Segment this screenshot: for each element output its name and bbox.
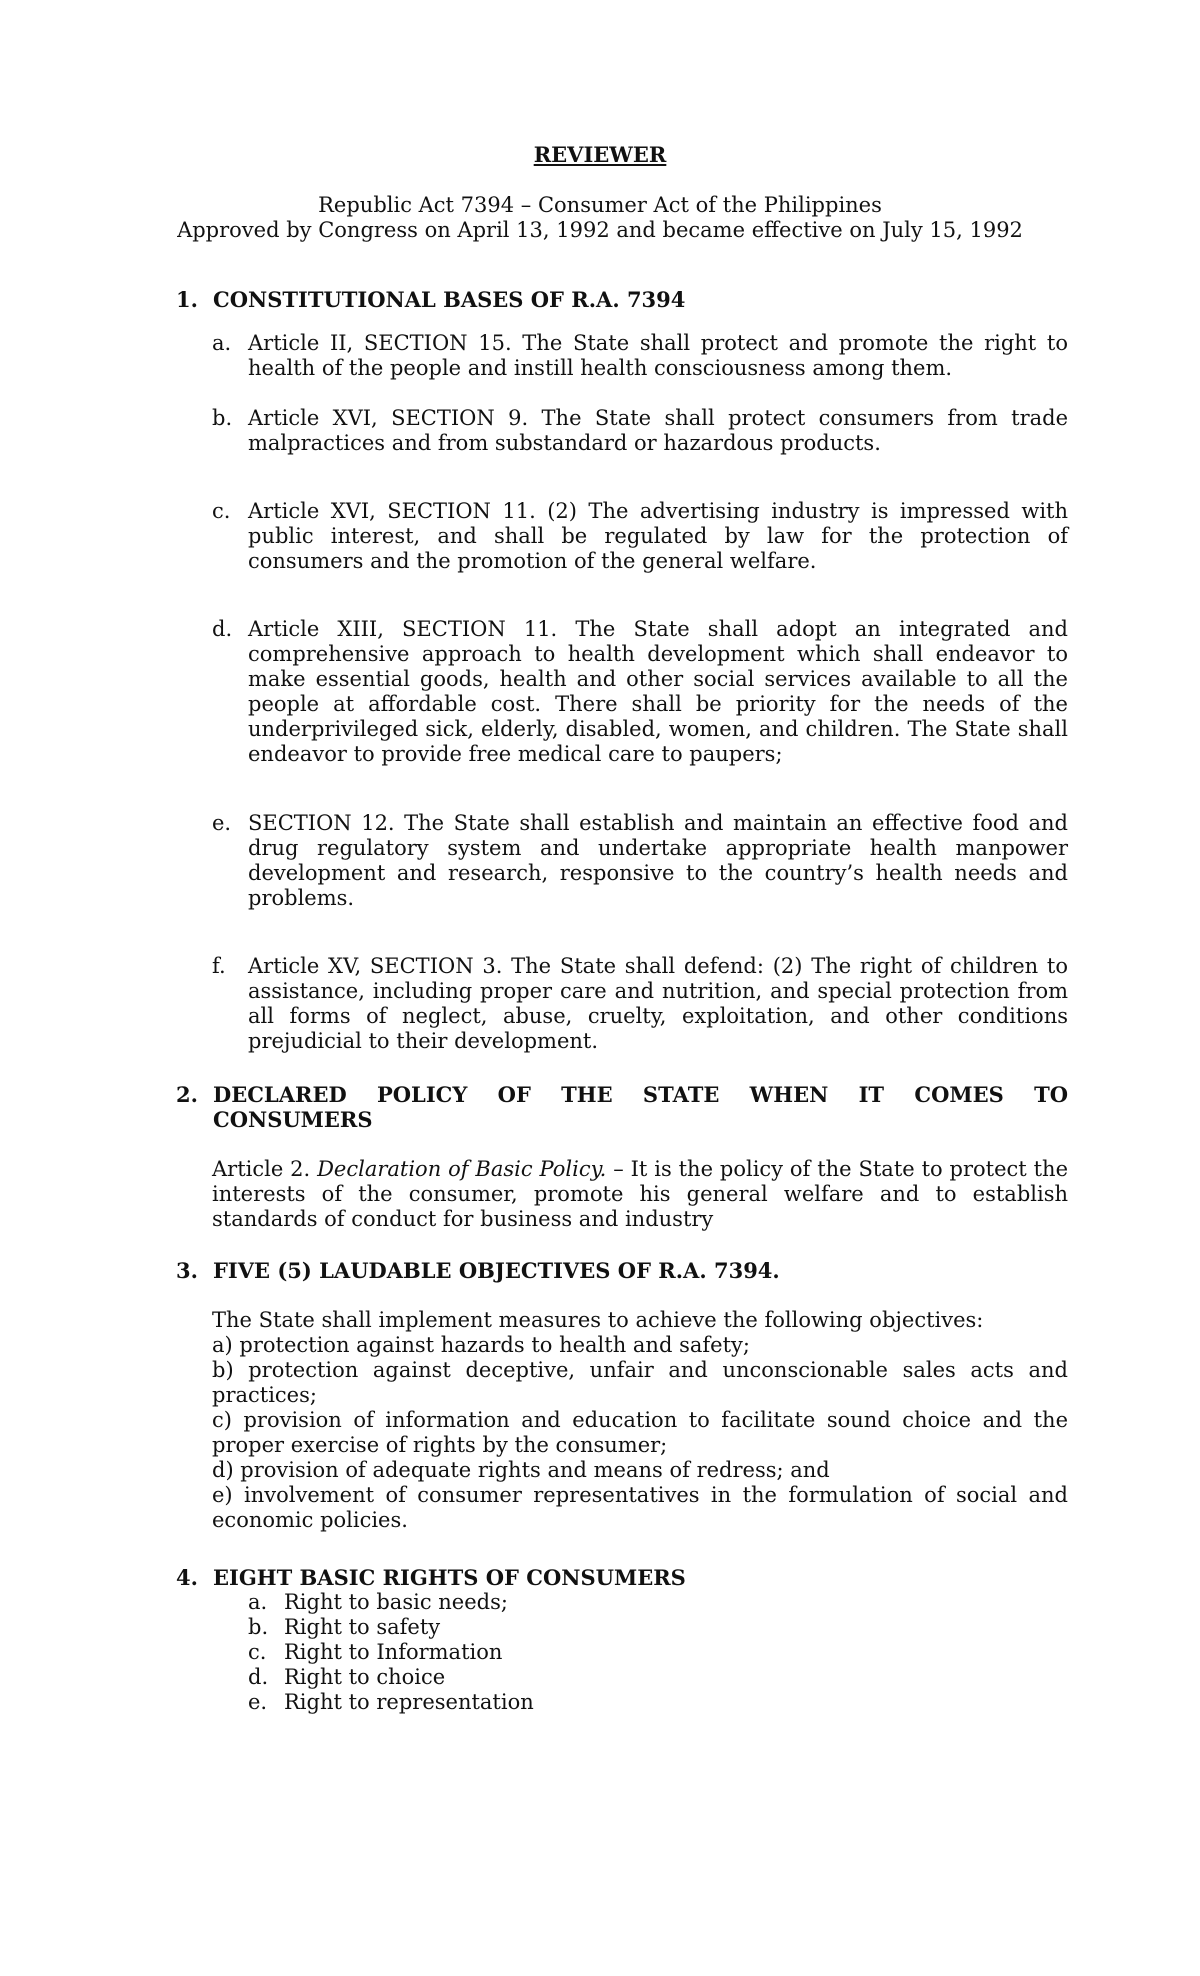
objective-item: c) provision of information and education to facilitate sound choice and the proper exercise of rights by the consumer; [212,1408,1068,1457]
section-title: FIVE (5) LAUDABLE OBJECTIVES OF R.A. 7394. [213,1258,780,1283]
item-text: Right to basic needs; [284,1590,508,1614]
section-title: EIGHT BASIC RIGHTS OF CONSUMERS [213,1565,686,1590]
item-letter: c. [212,499,231,523]
item-letter: d. [248,1665,269,1689]
item-text: Article XVI, SECTION 9. The State shall protect consumers from trade malpractices and from substandard or hazardous products. [248,406,1068,455]
section-number: 1. [176,287,198,312]
document-title: REVIEWER [533,142,667,167]
item-text: Article II, SECTION 15. The State shall protect and promote the right to health of the people and instill health consciousness among them. [248,331,1068,380]
item-letter: a. [212,331,232,355]
objective-item: d) provision of adequate rights and means of redress; and [212,1458,830,1482]
objective-item: a) protection against hazards to health and safety; [212,1333,750,1357]
section-2-heading [176,1082,1068,1132]
item-letter: b. [248,1615,269,1639]
item-text: SECTION 12. The State shall establish and maintain an effective food and drug regulatory system and undertake appropriate health manpower development and research, responsive to the country’s health needs and problems. [248,811,1068,910]
item-letter: e. [212,811,232,835]
item-letter: a. [248,1590,268,1614]
document-subtitle-line1: Republic Act 7394 – Consumer Act of the Philippines [318,193,882,217]
item-text: Article XVI, SECTION 11. (2) The advertising industry is impressed with public interest, and shall be regulated by law for the protection of consumers and the promotion of the general welfare. [248,499,1068,573]
objective-item: e) involvement of consumer representatives in the formulation of social and economic policies. [212,1483,1068,1532]
objectives-block [212,1308,1068,1533]
section-number: 2. [176,1082,198,1107]
section-number: 4. [176,1565,198,1590]
section-number: 3. [176,1258,198,1283]
item-letter: f. [212,954,226,978]
item-text: Right to Information [284,1640,503,1664]
item-letter: c. [248,1640,267,1664]
section-title: CONSTITUTIONAL BASES OF R.A. 7394 [213,287,686,312]
item-text: Right to choice [284,1665,446,1689]
item-letter: d. [212,617,233,641]
article-text: – It is the policy of the State to protect the interests of the consumer, promote his general welfare and to establish standards of conduct for business and industry [212,1157,1068,1231]
document-subtitle-line2: Approved by Congress on April 13, 1992 and became effective on July 15, 1992 [177,218,1023,242]
policy-paragraph [212,1157,1068,1232]
item-text: Right to safety [284,1615,441,1639]
article-italic-title: Declaration of Basic Policy. [317,1157,607,1181]
item-text: Article XIII, SECTION 11. The State shall adopt an integrated and comprehensive approach to health development which shall endeavor to make essential goods, health and other social services available to all the people at affordable cost. There shall be priority for the needs of the underprivileged sick, elderly, disabled, women, and children. The State shall endeavor to provide free medical care to paupers; [248,617,1068,766]
section-title-line1: DECLARED POLICY OF THE STATE WHEN IT COMES TO [213,1082,1068,1107]
objective-item: b) protection against deceptive, unfair and unconscionable sales acts and practices; [212,1358,1068,1407]
objectives-intro: The State shall implement measures to achieve the following objectives: [212,1308,984,1332]
section-title-line2: CONSUMERS [213,1107,373,1132]
item-letter: e. [248,1690,268,1714]
article-prefix: Article 2. [212,1157,311,1181]
item-text: Article XV, SECTION 3. The State shall defend: (2) The right of children to assistance, including proper care and nutrition, and special protection from all forms of neglect, abuse, cruelty, exploitation, and other conditions prejudicial to their development. [248,954,1068,1053]
item-letter: b. [212,406,233,430]
item-text: Right to representation [284,1690,534,1714]
